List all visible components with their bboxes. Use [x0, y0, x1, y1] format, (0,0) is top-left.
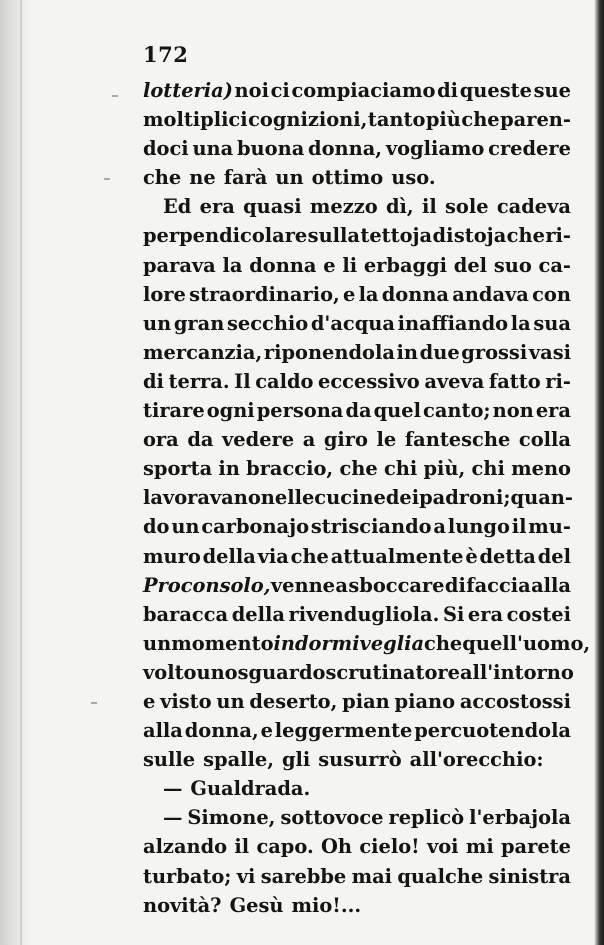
word: ogni [206, 399, 255, 423]
word: quell'uomo, [462, 631, 591, 655]
word: la [222, 253, 243, 277]
word: lungo [447, 515, 510, 539]
word: Gualdrada. [190, 777, 311, 801]
text-line [143, 76, 571, 105]
word: capo. [256, 835, 314, 859]
text-line [143, 454, 571, 483]
text-line [143, 309, 571, 338]
word: vedere [222, 428, 295, 452]
word: di [432, 224, 454, 248]
word: — [163, 806, 183, 830]
word: cognizioni, [248, 108, 368, 132]
text-line [143, 163, 571, 192]
word: sottovoce [280, 806, 384, 830]
word: sboccare [348, 573, 445, 597]
word: queste [459, 79, 532, 102]
word: parava [143, 253, 216, 277]
word: e [342, 282, 356, 306]
word: faccia [466, 573, 531, 597]
word: l'erbajola [469, 806, 571, 830]
word: a [302, 428, 316, 452]
word: le [376, 428, 397, 452]
word: leggermente [274, 719, 413, 743]
word: con [532, 282, 571, 306]
word: buona [237, 137, 305, 161]
word: venne [270, 573, 336, 597]
word: sarebbe [260, 864, 347, 888]
word: chi [471, 457, 505, 481]
word: il [421, 195, 437, 219]
word: carbonajo [201, 515, 310, 539]
word: mu- [528, 515, 571, 539]
word: dormiveglia [294, 631, 425, 655]
word: accostossi [459, 689, 571, 713]
word: la [358, 282, 379, 306]
text-line [143, 542, 571, 571]
word: vogliamo [385, 137, 485, 161]
word: Si [442, 602, 465, 626]
word: strisciando [310, 515, 432, 539]
word: mercanzia, [143, 340, 263, 364]
word: fatto [488, 369, 541, 393]
word: mio!... [291, 893, 362, 917]
text-line [143, 687, 571, 716]
word: giro [323, 428, 368, 452]
word: del [453, 253, 488, 277]
word: piano [394, 689, 456, 713]
word: un [143, 631, 172, 655]
word: canto; [423, 399, 491, 423]
word: ci [270, 79, 290, 102]
word: gli [281, 748, 311, 772]
word: e [260, 719, 273, 743]
word: è [465, 544, 478, 568]
word: lavoravano [143, 486, 261, 510]
word: ottimo [311, 166, 384, 190]
word: perpendicolare [143, 224, 308, 248]
word: il [511, 515, 527, 539]
word: d'acqua [310, 311, 395, 335]
word: muro [143, 544, 201, 568]
word: spalle, [203, 748, 274, 772]
word: uno [196, 660, 238, 684]
text-line [143, 629, 591, 658]
body-text [143, 76, 591, 920]
word: caldo [255, 369, 314, 393]
word: andava [452, 282, 529, 306]
word: pian [342, 689, 390, 713]
word: Simone, [187, 806, 276, 830]
word: do [143, 515, 170, 539]
word: padroni; [419, 486, 511, 510]
word: quan- [510, 486, 573, 510]
word: alla [143, 719, 183, 743]
word: chi [383, 457, 418, 481]
word: stoja [453, 224, 507, 248]
word: qualche [397, 864, 484, 888]
word: baracca [143, 602, 229, 626]
word: era [199, 195, 235, 219]
word: rivendugliola. [288, 602, 440, 626]
word: ca- [538, 253, 571, 277]
word: a [433, 515, 446, 539]
word: susurrò [318, 748, 402, 772]
word: Il [234, 369, 251, 393]
text-line [143, 134, 571, 163]
word: ne [189, 166, 216, 190]
word: lore [143, 282, 186, 306]
word: donna [249, 253, 317, 277]
word: all'intorno [459, 660, 574, 684]
word: un [216, 689, 245, 713]
word: sinistra [488, 864, 571, 888]
word: sulle [143, 748, 196, 772]
margin-mark [104, 178, 110, 180]
text-line [143, 483, 571, 512]
word: deserto, [249, 689, 338, 713]
text-line [143, 512, 571, 541]
word: credere [488, 137, 571, 161]
word: dei [385, 486, 420, 510]
word: costei [506, 602, 571, 626]
word: sporta [143, 457, 213, 481]
text-line [143, 367, 571, 396]
word: eccessivo [318, 369, 420, 393]
word: Ed [163, 195, 192, 219]
text-line [143, 774, 571, 803]
text-line [143, 862, 571, 891]
word: erbaggi [363, 253, 448, 277]
word: cielo! [359, 835, 420, 859]
word: turbato; [143, 864, 232, 888]
text-line [143, 221, 571, 250]
word: terra. [168, 369, 230, 393]
word: vi [236, 864, 256, 888]
text-line [143, 105, 571, 134]
word: sguardo [237, 660, 326, 684]
word: da [187, 428, 214, 452]
word: che [339, 457, 378, 481]
word: che [424, 631, 463, 655]
text-line [143, 280, 571, 309]
word: dì, [385, 195, 414, 219]
word: all'orecchio: [409, 748, 544, 772]
word: colla [518, 428, 571, 452]
word: moltiplici [143, 108, 248, 132]
text-line [143, 832, 571, 861]
word: nelle [260, 486, 315, 510]
word: lotteria) [143, 79, 233, 102]
word: una [192, 137, 234, 161]
margin-mark [91, 702, 97, 704]
word: un [143, 311, 172, 335]
text-line [143, 658, 574, 687]
word: secchio [226, 311, 309, 335]
word: mezzo [309, 195, 378, 219]
word: fantesche [404, 428, 511, 452]
page-binding-shadow [0, 0, 32, 945]
text-line [143, 745, 571, 774]
word: un [275, 166, 304, 190]
word: donna, [184, 719, 259, 743]
word: di [444, 573, 466, 597]
word: che [290, 544, 329, 568]
text-line [143, 192, 571, 221]
word: mi [465, 835, 494, 859]
word: straordinario, [189, 282, 340, 306]
word: e [143, 689, 156, 713]
word: persona [256, 399, 344, 423]
word: vasi [528, 340, 571, 364]
word: ri- [545, 369, 571, 393]
word: sua [533, 311, 571, 335]
word: più, [423, 457, 466, 481]
word: volto [143, 660, 197, 684]
text-line [143, 251, 571, 280]
word: parete [501, 835, 571, 859]
text-line [143, 338, 571, 367]
word: donna [381, 282, 449, 306]
word: Proconsolo, [143, 573, 271, 597]
word: scrutinatore [325, 660, 460, 684]
word: ora [143, 428, 179, 452]
word: compiaciamo [291, 79, 436, 102]
word: in [273, 631, 295, 655]
word: grossi [461, 340, 528, 364]
word: sulla [307, 224, 360, 248]
word: della [202, 544, 256, 568]
word: alla [531, 573, 571, 597]
word: cadeva [496, 195, 571, 219]
word: meno [511, 457, 571, 481]
word: quel [373, 399, 421, 423]
word: tettoja [360, 224, 433, 248]
word: Gesù [229, 893, 284, 917]
word: in [396, 340, 419, 364]
word: che [506, 224, 545, 248]
word: quasi [243, 195, 302, 219]
word: — [163, 777, 183, 801]
text-line [143, 716, 571, 745]
word: sole [445, 195, 489, 219]
text-line [143, 891, 571, 920]
page-number: 172 [143, 42, 189, 67]
text-line [143, 396, 571, 425]
word: replicò [388, 806, 465, 830]
word: il [234, 835, 250, 859]
word: era [535, 399, 571, 423]
word: percuotendola [414, 719, 571, 743]
word: braccio, [246, 457, 334, 481]
word: che [143, 166, 182, 190]
word: a [335, 573, 348, 597]
word: del [537, 544, 571, 568]
word: era [467, 602, 504, 626]
word: un [171, 515, 200, 539]
word: via [257, 544, 289, 568]
page-right-edge-shadow [594, 0, 604, 945]
text-line [143, 425, 571, 454]
word: voi [426, 835, 459, 859]
text-line [143, 571, 571, 600]
word: momento [171, 631, 274, 655]
word: li [342, 253, 358, 277]
word: inaffiando [397, 311, 509, 335]
word: e [323, 253, 336, 277]
word: da [345, 399, 372, 423]
page-binding-line [20, 0, 22, 945]
word: della [231, 602, 285, 626]
word: uso. [391, 166, 436, 190]
word: noi [234, 79, 269, 102]
word: detta [479, 544, 536, 568]
word: visto [160, 689, 212, 713]
word: la [510, 311, 531, 335]
word: Oh [321, 835, 353, 859]
word: farà [223, 166, 268, 190]
text-line [143, 600, 571, 629]
margin-mark [112, 95, 118, 97]
word: doci [143, 137, 189, 161]
word: di [143, 369, 164, 393]
word: mai [351, 864, 393, 888]
word: riponendola [263, 340, 395, 364]
word: cucine [314, 486, 386, 510]
word: gran [173, 311, 225, 335]
word: sue [533, 79, 571, 102]
word: donna, [308, 137, 383, 161]
word: più [425, 108, 461, 132]
word: suo [493, 253, 532, 277]
word: novità? [143, 893, 222, 917]
word: ri- [545, 224, 571, 248]
word: attualmente [330, 544, 464, 568]
word: alzando [143, 835, 228, 859]
word: aveva [424, 369, 485, 393]
word: due [419, 340, 460, 364]
word: di [437, 79, 459, 102]
word: che [461, 108, 500, 132]
text-line [143, 803, 571, 832]
word: tanto [367, 108, 426, 132]
word: in [218, 457, 240, 481]
word: non [492, 399, 534, 423]
word: paren- [500, 108, 571, 132]
word: tirare [143, 399, 205, 423]
